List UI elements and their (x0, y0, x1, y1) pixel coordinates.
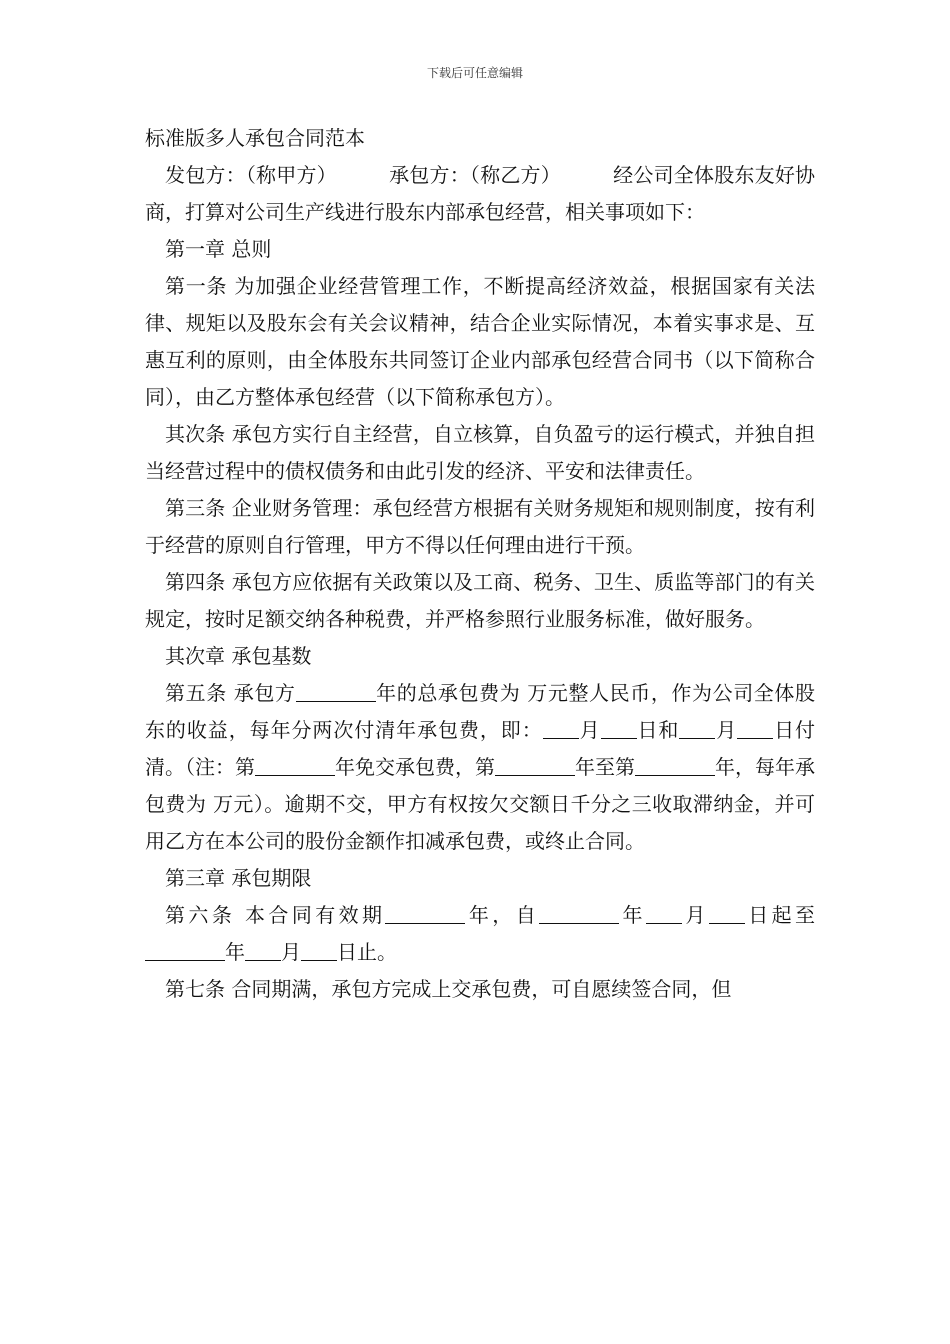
chapter-2-heading: 其次章 承包基数 (165, 644, 312, 668)
party-b: 承包方：（称乙方） (388, 163, 561, 187)
article-4: 第四条 承包方应依据有关政策以及工商、税务、卫生、质监等部门的有关规定，按时足额交纳各种税费，并严格参照行业服务标准，做好服务。 (145, 570, 815, 631)
article-5-text: 月 (715, 718, 738, 742)
article-6-text: 日止。 (337, 940, 397, 964)
article-1: 第一条 为加强企业经营管理工作，不断提高经济效益，根据国家有关法律、规矩以及股东会有关会议精神，结合企业实际情况，本着实事求是、互惠互利的原则，由全体股东共同签订企业内部承包经营合同书（以下简称合同），由乙方整体承包经营（以下简称承包方）。 (145, 274, 815, 409)
article-5-text: 年，每年承包费为 万元）。逾期不交，甲方有权按欠交额日千分之三收取滞纳金，并可用乙方在本公司的股份金额作扣减承包费，或终止合同。 (145, 755, 815, 853)
article-5-text: 日付清。（注：第 (145, 718, 816, 779)
article-6-text: 月 (281, 940, 301, 964)
article-5-text: 年的总承包费为 万元整人民币，作为公司全体股东的收益，每年分两次付清年承包费，即： (145, 681, 815, 742)
document-body (145, 120, 815, 1008)
article-5-text: 月 (578, 718, 601, 742)
blank-line (543, 720, 579, 739)
blank-line (737, 720, 773, 739)
article-6-text: 第六条 本合同有效期 (165, 903, 386, 927)
blank-line (495, 757, 575, 776)
article-5-text: 年至第 (575, 755, 635, 779)
article-5-text: 日和 (636, 718, 680, 742)
blank-line (301, 942, 337, 961)
article-6-text: 年，自 (465, 903, 540, 927)
blank-line (646, 905, 682, 924)
party-a: 发包方：（称甲方） (165, 163, 337, 187)
blank-line (385, 905, 465, 924)
article-6-text: 月 (681, 903, 709, 927)
article-7: 第七条 合同期满，承包方完成上交承包费，可自愿续签合同，但 (165, 977, 732, 1001)
article-5 (145, 675, 815, 860)
chapter-3-heading: 第三章 承包期限 (165, 866, 312, 890)
article-6-text: 年 (225, 940, 245, 964)
article-6-text: 日起至 (744, 903, 816, 927)
blank-line (145, 942, 225, 961)
parties-paragraph (145, 157, 815, 231)
article-6-text: 年 (619, 903, 646, 927)
article-5-text: 第五条 承包方 (165, 681, 296, 705)
article-3: 第三条 企业财务管理：承包经营方根据有关财务规矩和规则制度，按有利于经营的原则自行管理，甲方不得以任何理由进行干预。 (145, 496, 815, 557)
blank-line (245, 942, 281, 961)
blank-line (539, 905, 619, 924)
article-5-text: 年免交承包费，第 (335, 755, 495, 779)
intro-text: 经公司全体股东友好协商，打算对公司生产线进行股东内部承包经营，相关事项如下： (145, 163, 816, 224)
document-title: 标准版多人承包合同范本 (145, 126, 365, 150)
page-header-note: 下载后可任意编辑 (426, 66, 523, 80)
article-2: 其次条 承包方实行自主经营，自立核算，自负盈亏的运行模式，并独自担当经营过程中的债权债务和由此引发的经济、平安和法律责任。 (145, 422, 815, 483)
blank-line (679, 720, 715, 739)
article-6 (145, 897, 815, 971)
blank-line (709, 905, 745, 924)
blank-line (601, 720, 637, 739)
blank-line (255, 757, 335, 776)
chapter-1-heading: 第一章 总则 (165, 237, 272, 261)
blank-line (296, 683, 376, 702)
blank-line (635, 757, 715, 776)
